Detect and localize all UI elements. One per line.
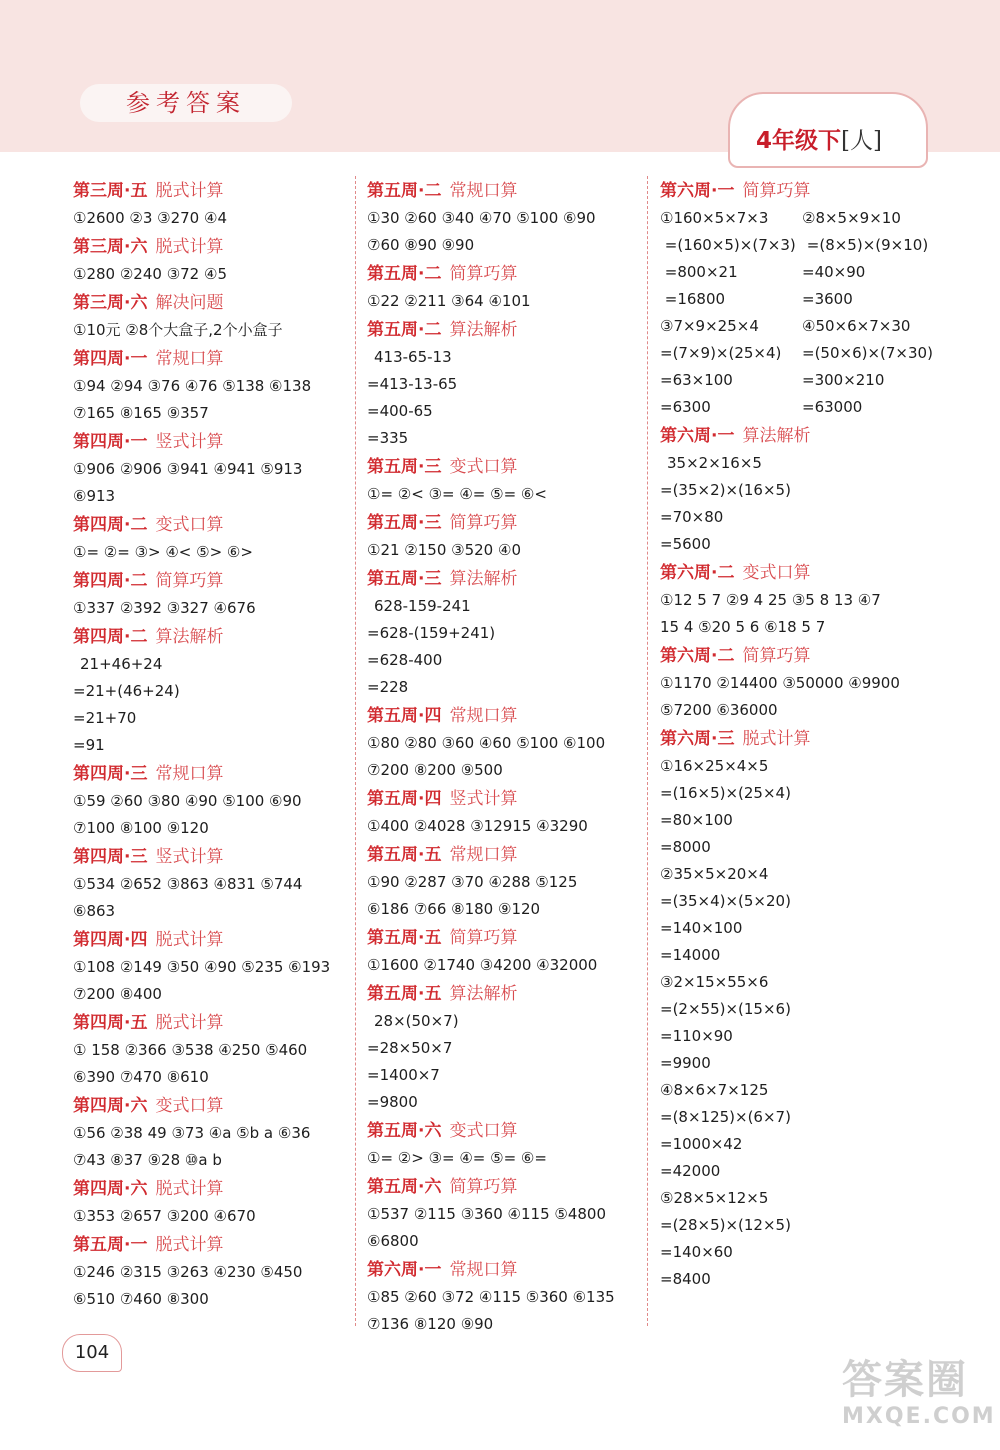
section-topic: 简算巧算 [449,928,518,948]
answer-line [660,313,940,340]
section-heading [73,288,353,317]
section-week: 第六周·二 [660,646,735,666]
section-week: 第四周·二 [73,627,148,647]
section-heading [367,923,647,952]
grade-badge [756,122,882,155]
section-week: 第五周·二 [367,264,442,284]
answer-right: =40×90 [802,263,866,281]
section-topic: 变式口算 [155,1096,224,1116]
section-topic: 常规口算 [449,1260,518,1280]
answer-line: ①16×25×4×5 [660,757,769,775]
answer-line: =21+(46+24) [73,682,180,700]
section-topic: 常规口算 [449,706,518,726]
section-heading [367,979,647,1008]
answer-line: ①534 ②652 ③863 ④831 ⑤744 [73,875,303,893]
answer-right: =3600 [802,290,853,308]
section-topic: 解决问题 [155,293,224,313]
section-week: 第五周·六 [367,1121,442,1141]
answer-line: =14000 [660,946,721,964]
section-topic: 脱式计算 [155,237,224,257]
section-week: 第五周·一 [73,1235,148,1255]
answer-line: =(35×2)×(16×5) [660,481,791,499]
answer-line: =400-65 [367,402,433,420]
answer-line: ⑤7200 ⑥36000 [660,701,778,719]
answer-line: ①56 ②38 49 ③73 ④a ⑤b a ⑥36 [73,1124,311,1142]
answer-right: =(50×6)×(7×30) [802,344,933,362]
answer-line: =(8×125)×(6×7) [660,1108,791,1126]
answer-line: =80×100 [660,811,733,829]
section-heading [367,784,647,813]
section-topic: 算法解析 [742,426,811,446]
section-week: 第三周·六 [73,293,148,313]
answer-line: ①30 ②60 ③40 ④70 ⑤100 ⑥90 [367,209,596,227]
section-week: 第三周·六 [73,237,148,257]
answer-line: 413-65-13 [374,348,452,366]
section-topic: 简算巧算 [155,571,224,591]
answer-left: =16800 [660,290,726,308]
section-week: 第五周·五 [367,984,442,1004]
section-topic: 竖式计算 [155,847,224,867]
section-topic: 变式口算 [449,457,518,477]
answer-left: =(7×9)×(25×4) [660,344,782,362]
section-week: 第五周·三 [367,457,442,477]
section-week: 第五周·二 [367,181,442,201]
section-heading [660,176,940,205]
section-topic: 常规口算 [449,181,518,201]
watermark [842,1356,996,1446]
answer-line: =335 [367,429,409,447]
answer-line: ①1170 ②14400 ③50000 ④9900 [660,674,900,692]
answer-line [660,232,940,259]
section-week: 第五周·四 [367,789,442,809]
answer-line: ①= ②< ③= ④= ⑤= ⑥< [367,485,547,503]
section-week: 第四周·二 [73,571,148,591]
answer-line: ①80 ②80 ③60 ④60 ⑤100 ⑥100 [367,734,606,752]
answer-line: ①59 ②60 ③80 ④90 ⑤100 ⑥90 [73,792,302,810]
answer-right: =(8×5)×(9×10) [802,236,929,254]
edition-bracket-close: ] [873,128,882,154]
section-topic: 竖式计算 [155,432,224,452]
answer-left: =(160×5)×(7×3) [660,236,796,254]
section-heading [660,558,940,587]
answer-line: 15 4 ⑤20 5 6 ⑥18 5 7 [660,618,826,636]
section-week: 第五周·四 [367,706,442,726]
section-heading [367,259,647,288]
section-week: 第六周·一 [660,181,735,201]
section-week: 第三周·五 [73,181,148,201]
answer-line: ①400 ②4028 ③12915 ④3290 [367,817,588,835]
answer-line: =628-(159+241) [367,624,496,642]
answer-line: =413-13-65 [367,375,458,393]
section-topic: 脱式计算 [155,181,224,201]
section-week: 第五周·五 [367,845,442,865]
section-topic: 变式口算 [742,563,811,583]
section-heading [73,622,353,651]
answer-line [660,205,940,232]
answer-line: ①90 ②287 ③70 ④288 ⑤125 [367,873,578,891]
section-topic: 算法解析 [155,627,224,647]
section-topic: 算法解析 [449,984,518,1004]
answer-line: =(28×5)×(12×5) [660,1216,791,1234]
answer-line: =91 [73,736,105,754]
section-heading [73,1008,353,1037]
section-week: 第六周·一 [660,426,735,446]
answer-line: ⑦100 ⑧100 ⑨120 [73,819,209,837]
answer-line: ③2×15×55×6 [660,973,769,991]
answer-line: ⑥510 ⑦460 ⑧300 [73,1290,209,1308]
answer-line: ⑦200 ⑧400 [73,985,162,1003]
answer-line: ①337 ②392 ③327 ④676 [73,599,256,617]
answer-line: ⑤28×5×12×5 [660,1189,769,1207]
section-week: 第五周·六 [367,1177,442,1197]
answer-line: 35×2×16×5 [667,454,762,472]
column-divider [355,176,356,1326]
answer-line: ①246 ②315 ③263 ④230 ⑤450 [73,1263,303,1281]
answer-line: ①906 ②906 ③941 ④941 ⑤913 [73,460,303,478]
section-week: 第四周·四 [73,930,148,950]
answer-line: 628-159-241 [374,597,471,615]
answer-line: ①12 5 7 ②9 4 25 ③5 8 13 ④7 [660,591,881,609]
answer-left: =63×100 [660,371,733,389]
answer-column-3 [660,176,940,1293]
section-topic: 竖式计算 [449,789,518,809]
edition-text: 人 [850,128,873,154]
section-heading [660,641,940,670]
section-topic: 常规口算 [155,764,224,784]
answer-line: ⑦43 ⑧37 ⑨28 ⑩a b [73,1151,222,1169]
page-number: 104 [62,1334,122,1372]
answer-line: ①1600 ②1740 ③4200 ④32000 [367,956,598,974]
section-week: 第四周·三 [73,764,148,784]
watermark-sub: MXQE.COM [842,1404,996,1429]
section-week: 第六周·三 [660,729,735,749]
section-heading [367,840,647,869]
watermark-main: 答案圈 [842,1357,968,1403]
answer-line: ①85 ②60 ③72 ④115 ⑤360 ⑥135 [367,1288,615,1306]
answer-line [660,259,940,286]
answer-line [660,340,940,367]
answer-line: =42000 [660,1162,721,1180]
answer-line [660,286,940,313]
answer-line: ⑦200 ⑧200 ⑨500 [367,761,503,779]
section-topic: 脱式计算 [155,1179,224,1199]
answer-right: ④50×6×7×30 [802,317,911,335]
answer-line: =1400×7 [367,1066,440,1084]
answer-line: =628-400 [367,651,443,669]
answer-line [660,394,940,421]
section-heading [73,566,353,595]
answer-line: ①353 ②657 ③200 ④670 [73,1207,256,1225]
answer-left: =6300 [660,398,711,416]
section-topic: 简算巧算 [449,264,518,284]
section-heading [367,315,647,344]
answer-column-2 [367,176,647,1338]
answer-line: ①280 ②240 ③72 ④5 [73,265,227,283]
section-topic: 简算巧算 [449,513,518,533]
section-heading [367,508,647,537]
section-topic: 常规口算 [449,845,518,865]
answer-line: ①108 ②149 ③50 ④90 ⑤235 ⑥193 [73,958,331,976]
section-heading [367,1255,647,1284]
section-week: 第四周·一 [73,432,148,452]
section-heading [367,564,647,593]
answer-line: =140×60 [660,1243,733,1261]
section-topic: 脱式计算 [155,930,224,950]
answer-left: ③7×9×25×4 [660,317,759,335]
answer-line: ①= ②= ③> ④< ⑤> ⑥> [73,543,253,561]
answer-line: ⑥186 ⑦66 ⑧180 ⑨120 [367,900,541,918]
answer-left: =800×21 [660,263,738,281]
section-heading [73,232,353,261]
answer-line: ⑥913 [73,487,116,505]
answer-line: ⑦136 ⑧120 ⑨90 [367,1315,494,1333]
section-heading [660,421,940,450]
section-topic: 脱式计算 [155,1013,224,1033]
answer-line: ①10元 ②8个大盒子,2个小盒子 [73,321,283,339]
answer-line: ①= ②> ③= ④= ⑤= ⑥= [367,1149,547,1167]
grade-text: 4年级下 [756,128,842,154]
section-topic: 算法解析 [449,320,518,340]
answer-line: ①21 ②150 ③520 ④0 [367,541,521,559]
section-heading [73,176,353,205]
section-heading [73,925,353,954]
column-divider [647,176,648,1326]
section-week: 第五周·三 [367,513,442,533]
answer-right: ②8×5×9×10 [802,209,901,227]
answer-line: ②35×5×20×4 [660,865,769,883]
section-week: 第四周·五 [73,1013,148,1033]
answer-line: =70×80 [660,508,724,526]
section-heading [367,452,647,481]
section-week: 第五周·二 [367,320,442,340]
section-week: 第四周·一 [73,349,148,369]
answer-right: =300×210 [802,371,885,389]
section-heading [73,759,353,788]
answer-line: =140×100 [660,919,743,937]
section-topic: 脱式计算 [155,1235,224,1255]
section-week: 第五周·三 [367,569,442,589]
answer-line: =228 [367,678,409,696]
section-topic: 变式口算 [155,515,224,535]
edition-bracket-open: [ [841,128,850,154]
section-week: 第六周·二 [660,563,735,583]
section-topic: 简算巧算 [742,181,811,201]
section-topic: 常规口算 [155,349,224,369]
answer-line: ①2600 ②3 ③270 ④4 [73,209,227,227]
answer-line: =1000×42 [660,1135,743,1153]
section-heading [367,176,647,205]
answer-left: ①160×5×7×3 [660,209,769,227]
page-title: 参考答案 [80,84,292,122]
section-topic: 简算巧算 [449,1177,518,1197]
section-week: 第四周·二 [73,515,148,535]
answer-line: =28×50×7 [367,1039,453,1057]
section-heading [73,1230,353,1259]
section-heading [73,1174,353,1203]
section-week: 第四周·三 [73,847,148,867]
section-week: 第五周·五 [367,928,442,948]
answer-line: ⑥390 ⑦470 ⑧610 [73,1068,209,1086]
answer-column-1 [73,176,353,1313]
answer-line: =9900 [660,1054,711,1072]
answer-line: 28×(50×7) [374,1012,459,1030]
section-heading [660,724,940,753]
answer-line [660,367,940,394]
answer-line: ⑥6800 [367,1232,419,1250]
section-heading [367,701,647,730]
answer-line: ① 158 ②366 ③538 ④250 ⑤460 [73,1041,308,1059]
section-heading [73,427,353,456]
section-heading [73,842,353,871]
answer-line: ①22 ②211 ③64 ④101 [367,292,531,310]
answer-line: ①94 ②94 ③76 ④76 ⑤138 ⑥138 [73,377,312,395]
section-heading [73,1091,353,1120]
section-week: 第四周·六 [73,1096,148,1116]
answer-line: =5600 [660,535,711,553]
answer-line: 21+46+24 [80,655,163,673]
answer-right: =63000 [802,398,863,416]
answer-line: =21+70 [73,709,137,727]
section-heading [73,510,353,539]
answer-line: ①537 ②115 ③360 ④115 ⑤4800 [367,1205,607,1223]
answer-line: ④8×6×7×125 [660,1081,769,1099]
section-topic: 脱式计算 [742,729,811,749]
answer-line: =8400 [660,1270,711,1288]
section-topic: 变式口算 [449,1121,518,1141]
section-week: 第四周·六 [73,1179,148,1199]
section-heading [367,1172,647,1201]
section-heading [367,1116,647,1145]
section-heading [73,344,353,373]
section-topic: 简算巧算 [742,646,811,666]
answer-line: ⑦165 ⑧165 ⑨357 [73,404,209,422]
section-topic: 算法解析 [449,569,518,589]
answer-line: =110×90 [660,1027,733,1045]
answer-line: =9800 [367,1093,418,1111]
answer-line: =(2×55)×(15×6) [660,1000,791,1018]
section-week: 第六周·一 [367,1260,442,1280]
answer-line: =(35×4)×(5×20) [660,892,791,910]
answer-line: ⑦60 ⑧90 ⑨90 [367,236,475,254]
answer-line: =8000 [660,838,711,856]
answer-line: =(16×5)×(25×4) [660,784,791,802]
answer-line: ⑥863 [73,902,116,920]
